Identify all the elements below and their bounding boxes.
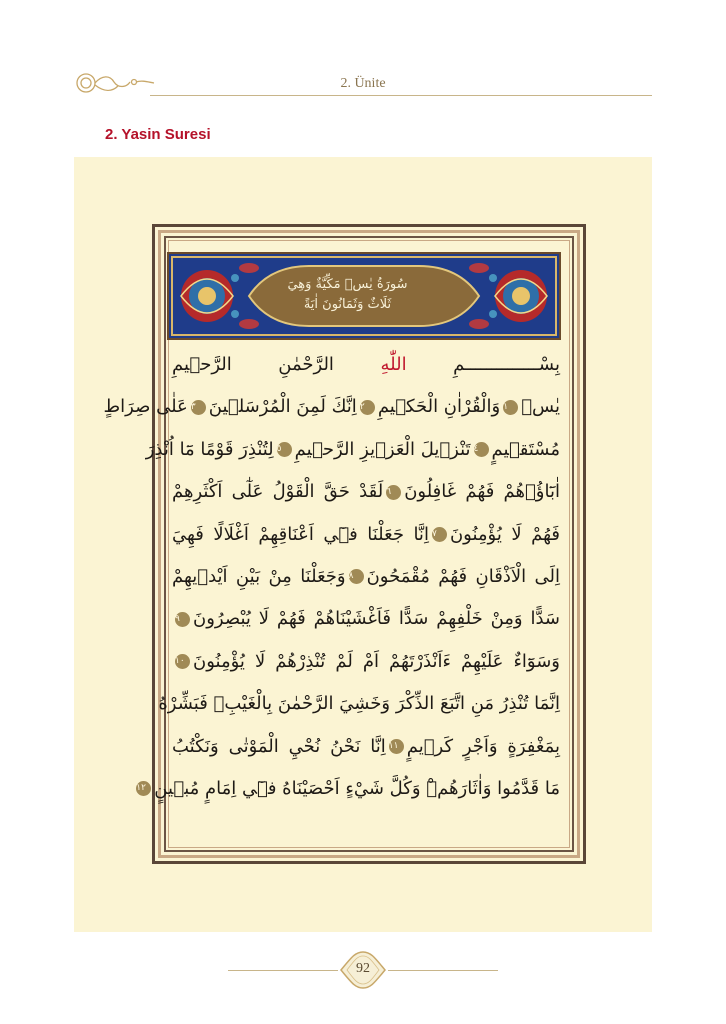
verse-number-marker: ٦ (386, 485, 401, 500)
verse-text: عَلٰى صِرَاطٍ (103, 396, 188, 418)
section-title: 2. Yasin Suresi (105, 126, 211, 143)
verse-number-marker: ٨ (349, 569, 364, 584)
verse-line (172, 514, 560, 556)
surah-info (230, 265, 465, 325)
surah-info-line-2: ثَلَاثٌ وَثَمَانُونَ اٰيَةً (303, 297, 392, 312)
unit-title: 2. Ünite (340, 76, 386, 91)
verse-line (172, 598, 560, 640)
verse-text: اِنَّمَا تُنْذِرُ مَنِ اتَّبَعَ الذِّكْرَ وَخَشِيَ الرَّحْمٰنَ بِالْغَيْبِۚ فَبَشِّرْهُ (158, 693, 560, 715)
verse-line (172, 556, 560, 598)
surah-info-line-1: سُورَةُ يٰسۤ مَكِّيَّةٌ وَهِيَ (287, 277, 408, 292)
surah-banner (167, 252, 561, 340)
verse-line (172, 641, 560, 683)
verse-text: اِنَّا جَعَلْنَا ف۪ٓي اَعْنَاقِهِمْ اَغْلَالًا فَهِيَ (172, 523, 429, 545)
verse-text: مَا قَدَّمُوا وَاٰثَارَهُمْۜ وَكُلَّ شَيْءٍ اَحْصَيْنَاهُ ف۪ٓي اِمَامٍ مُب۪ينٍ (154, 777, 560, 799)
verse-text: اٰبَٓاؤُ۬هُمْ فَهُمْ غَافِلُونَ (404, 481, 560, 503)
bismillah-end: الرَّحْمٰنِ الرَّح۪يمِ (172, 354, 334, 375)
verse-line (145, 429, 560, 471)
verse-number-marker: ٢ (360, 400, 375, 415)
verse-text: يٰسۤ (521, 396, 560, 418)
verse-number-marker: ٧ (432, 527, 447, 542)
footer-divider-left (228, 970, 338, 971)
bismillah-line (172, 344, 560, 386)
verse-line (158, 683, 560, 725)
verse-number-marker: ١١ (389, 739, 404, 754)
bismillah-start: بِسْــــــــــــــمِ (453, 354, 560, 375)
verse-line (136, 768, 560, 810)
verse-text: لَقَدْ حَقَّ الْقَوْلُ عَلٰٓى اَكْثَرِهِمْ (172, 481, 384, 503)
verse-text: تَنْز۪يلَ الْعَز۪يزِ الرَّح۪يمِ (294, 438, 471, 460)
verse-block (103, 344, 561, 810)
verse-text: وَجَعَلْنَا مِنْ بَيْنِ اَيْد۪يهِمْ (172, 565, 346, 587)
verse-number-marker: ٩ (175, 612, 190, 627)
header-divider (150, 95, 652, 96)
page-number: 92 (356, 961, 370, 976)
verse-number-marker: ١٢ (136, 781, 151, 796)
verse-text: فَهُمْ لَا يُؤْمِنُونَ (449, 523, 560, 545)
verse-text: اِنَّكَ لَمِنَ الْمُرْسَل۪ينَ (208, 396, 357, 418)
verse-line (172, 726, 560, 768)
verse-text: اِلَى الْاَذْقَانِ فَهُمْ مُقْمَحُونَ (366, 565, 560, 587)
verse-number-marker: ٤ (474, 442, 489, 457)
verse-number-marker: ٣ (191, 400, 206, 415)
verse-line (172, 471, 560, 513)
verse-text: وَسَوَٓاءٌ عَلَيْهِمْ ءَاَنْذَرْتَهُمْ اَمْ لَمْ تُنْذِرْهُمْ لَا يُؤْمِنُونَ (193, 650, 560, 672)
bismillah-allah: اللّٰهِ (380, 354, 407, 375)
verse-line (103, 386, 560, 428)
verse-text: بِمَغْفِرَةٍ وَاَجْرٍ كَر۪يمٍ (406, 735, 561, 757)
verse-text: اِنَّا نَحْنُ نُحْيِ الْمَوْتٰى وَنَكْتُبُ (172, 735, 386, 757)
verse-number-marker: ١٠ (175, 654, 190, 669)
verse-text: مُسْتَق۪يمٍ (491, 438, 560, 460)
verse-number-marker: ١ (503, 400, 518, 415)
verse-number-marker: ٥ (277, 442, 292, 457)
verse-text: سَدًّا وَمِنْ خَلْفِهِمْ سَدًّا فَاَغْشَيْنَاهُمْ فَهُمْ لَا يُبْصِرُونَ (193, 608, 560, 630)
verse-text: لِتُنْذِرَ قَوْمًا مَٓا اُنْذِرَ (145, 438, 274, 460)
verse-text: وَالْقُرْاٰنِ الْحَك۪يمِ (377, 396, 501, 418)
footer-divider-right (388, 970, 498, 971)
